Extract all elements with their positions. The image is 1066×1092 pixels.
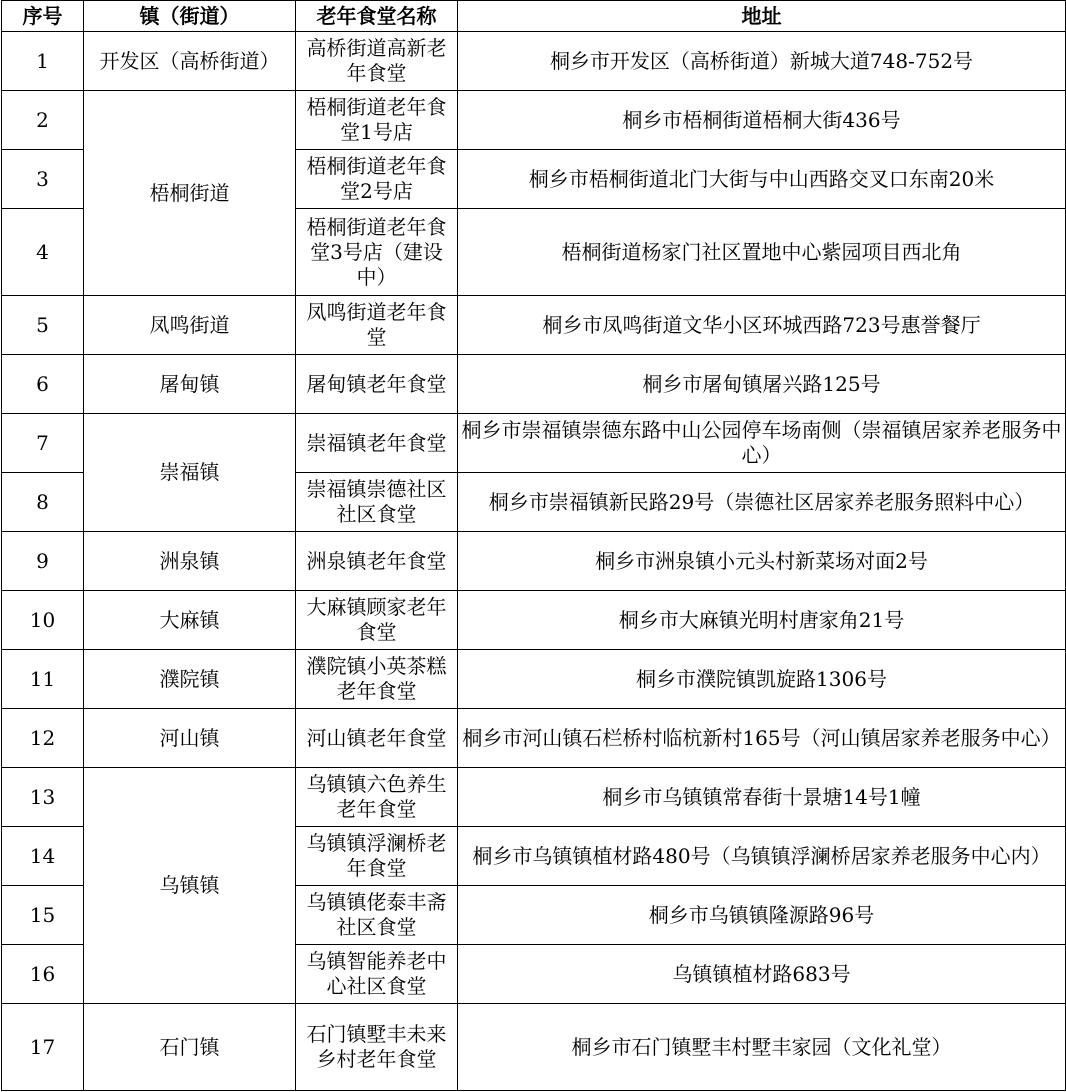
cell-town: 屠甸镇 bbox=[84, 355, 296, 414]
header-address: 地址 bbox=[458, 1, 1066, 32]
cell-address: 桐乡市崇福镇新民路29号（崇德社区居家养老服务照料中心） bbox=[458, 473, 1066, 532]
cell-name: 梧桐街道老年食堂3号店（建设中） bbox=[296, 209, 458, 296]
cell-name: 乌镇镇佬泰丰斋社区食堂 bbox=[296, 886, 458, 945]
cell-name: 乌镇智能养老中心社区食堂 bbox=[296, 945, 458, 1004]
cell-seq: 1 bbox=[2, 32, 84, 91]
cell-address: 桐乡市河山镇石栏桥村临杭新村165号（河山镇居家养老服务中心） bbox=[458, 709, 1066, 768]
header-town: 镇（街道） bbox=[84, 1, 296, 32]
cell-seq: 3 bbox=[2, 150, 84, 209]
cell-name: 高桥街道高新老年食堂 bbox=[296, 32, 458, 91]
cell-name: 崇福镇崇德社区社区食堂 bbox=[296, 473, 458, 532]
cell-seq: 16 bbox=[2, 945, 84, 1004]
cell-seq: 7 bbox=[2, 414, 84, 473]
table-row bbox=[2, 414, 1066, 473]
cell-address: 桐乡市乌镇镇隆源路96号 bbox=[458, 886, 1066, 945]
cell-town: 凤鸣街道 bbox=[84, 296, 296, 355]
cell-town: 河山镇 bbox=[84, 709, 296, 768]
cell-seq: 4 bbox=[2, 209, 84, 296]
cell-address: 梧桐街道杨家门社区置地中心紫园项目西北角 bbox=[458, 209, 1066, 296]
elderly-canteen-table bbox=[1, 0, 1066, 1091]
cell-town: 崇福镇 bbox=[84, 414, 296, 532]
cell-seq: 10 bbox=[2, 591, 84, 650]
table-row bbox=[2, 709, 1066, 768]
cell-seq: 14 bbox=[2, 827, 84, 886]
table-row bbox=[2, 768, 1066, 827]
cell-name: 乌镇镇浮澜桥老年食堂 bbox=[296, 827, 458, 886]
header-seq: 序号 bbox=[2, 1, 84, 32]
cell-seq: 8 bbox=[2, 473, 84, 532]
table-row bbox=[2, 1004, 1066, 1091]
table-row bbox=[2, 32, 1066, 91]
cell-name: 石门镇墅丰未来乡村老年食堂 bbox=[296, 1004, 458, 1091]
table-row bbox=[2, 91, 1066, 150]
header-name: 老年食堂名称 bbox=[296, 1, 458, 32]
cell-name: 凤鸣街道老年食堂 bbox=[296, 296, 458, 355]
cell-seq: 5 bbox=[2, 296, 84, 355]
cell-name: 梧桐街道老年食堂2号店 bbox=[296, 150, 458, 209]
cell-address: 桐乡市梧桐街道梧桐大街436号 bbox=[458, 91, 1066, 150]
cell-town: 大麻镇 bbox=[84, 591, 296, 650]
cell-town: 石门镇 bbox=[84, 1004, 296, 1091]
cell-seq: 11 bbox=[2, 650, 84, 709]
cell-town: 梧桐街道 bbox=[84, 91, 296, 296]
header-row bbox=[2, 1, 1066, 32]
cell-address: 桐乡市大麻镇光明村唐家角21号 bbox=[458, 591, 1066, 650]
cell-name: 梧桐街道老年食堂1号店 bbox=[296, 91, 458, 150]
cell-seq: 9 bbox=[2, 532, 84, 591]
cell-town: 洲泉镇 bbox=[84, 532, 296, 591]
cell-town: 开发区（高桥街道） bbox=[84, 32, 296, 91]
cell-address: 乌镇镇植材路683号 bbox=[458, 945, 1066, 1004]
cell-address: 桐乡市凤鸣街道文华小区环城西路723号惠誉餐厅 bbox=[458, 296, 1066, 355]
cell-address: 桐乡市石门镇墅丰村墅丰家园（文化礼堂） bbox=[458, 1004, 1066, 1091]
table-row bbox=[2, 296, 1066, 355]
cell-name: 濮院镇小英茶糕老年食堂 bbox=[296, 650, 458, 709]
cell-seq: 12 bbox=[2, 709, 84, 768]
table-row bbox=[2, 532, 1066, 591]
table-row bbox=[2, 650, 1066, 709]
cell-address: 桐乡市洲泉镇小元头村新菜场对面2号 bbox=[458, 532, 1066, 591]
table-row bbox=[2, 355, 1066, 414]
cell-seq: 6 bbox=[2, 355, 84, 414]
cell-address: 桐乡市乌镇镇常春街十景塘14号1幢 bbox=[458, 768, 1066, 827]
cell-name: 河山镇老年食堂 bbox=[296, 709, 458, 768]
cell-seq: 17 bbox=[2, 1004, 84, 1091]
cell-address: 桐乡市乌镇镇植材路480号（乌镇镇浮澜桥居家养老服务中心内） bbox=[458, 827, 1066, 886]
cell-address: 桐乡市屠甸镇屠兴路125号 bbox=[458, 355, 1066, 414]
cell-name: 乌镇镇六色养生老年食堂 bbox=[296, 768, 458, 827]
cell-name: 屠甸镇老年食堂 bbox=[296, 355, 458, 414]
cell-name: 崇福镇老年食堂 bbox=[296, 414, 458, 473]
cell-address: 桐乡市开发区（高桥街道）新城大道748-752号 bbox=[458, 32, 1066, 91]
cell-address: 桐乡市濮院镇凯旋路1306号 bbox=[458, 650, 1066, 709]
table-row bbox=[2, 591, 1066, 650]
cell-seq: 13 bbox=[2, 768, 84, 827]
cell-address: 桐乡市崇福镇崇德东路中山公园停车场南侧（崇福镇居家养老服务中心） bbox=[458, 414, 1066, 473]
cell-name: 洲泉镇老年食堂 bbox=[296, 532, 458, 591]
cell-seq: 15 bbox=[2, 886, 84, 945]
cell-address: 桐乡市梧桐街道北门大街与中山西路交叉口东南20米 bbox=[458, 150, 1066, 209]
cell-seq: 2 bbox=[2, 91, 84, 150]
cell-name: 大麻镇顾家老年食堂 bbox=[296, 591, 458, 650]
cell-town: 濮院镇 bbox=[84, 650, 296, 709]
cell-town: 乌镇镇 bbox=[84, 768, 296, 1004]
